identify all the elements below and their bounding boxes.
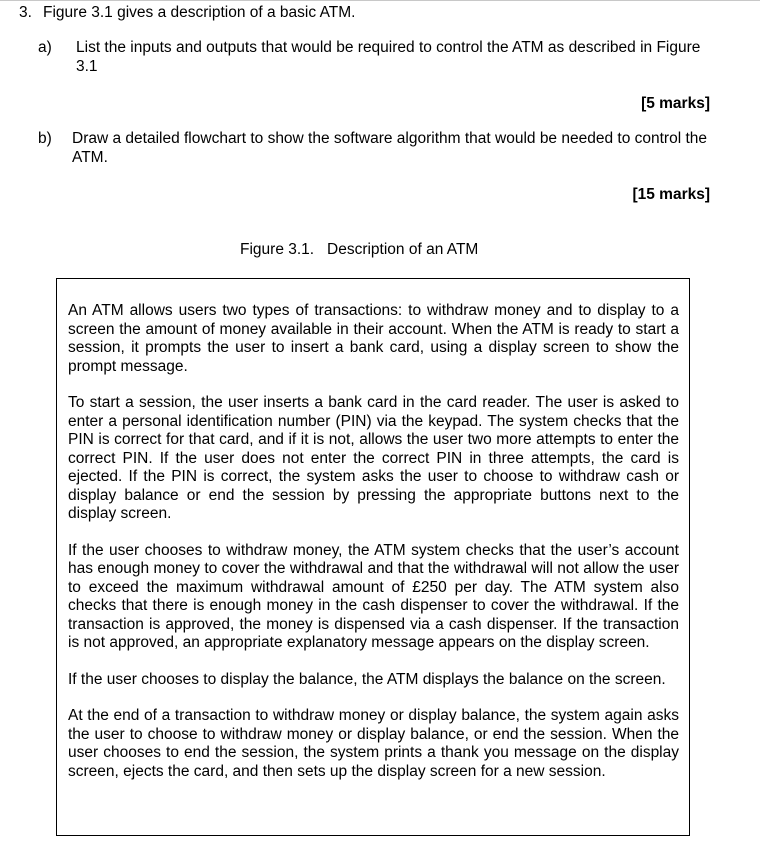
page-top-rule: [0, 0, 760, 1]
description-paragraph: At the end of a transaction to withdraw money or display balance, the system again asks the user to choose to withdraw money or display balance, or end the session. When the user chooses to end the session, the system prints a thank you message on the display screen, ejects the card, and then sets up the display screen for a new session.: [68, 707, 679, 780]
figure-caption-text: Figure 3.1. Description of an ATM: [240, 241, 479, 258]
question-text: Figure 3.1 gives a description of a basic ATM.: [43, 4, 356, 21]
description-paragraph: If the user chooses to withdraw money, the ATM system checks that the user’s account has enough money to cover the withdrawal and that the withdrawal will not allow the user to exceed the maximum withdrawal amount of £250 per day. The ATM system also checks that there is enough money in the cash dispenser to cover the withdrawal. If the transaction is approved, the money is dispensed via a cash dispenser. If the transaction is not approved, an appropriate explanatory message appears on the display screen.: [68, 541, 679, 651]
part-b-letter: b): [38, 130, 52, 147]
part-b-marks: [15 marks]: [632, 186, 710, 203]
figure-caption: [240, 240, 478, 259]
question-number: 3.: [19, 4, 32, 21]
atm-description-body: [68, 302, 679, 799]
part-a-text: List the inputs and outputs that would be required to control the ATM as described in Figure 3.1: [76, 39, 701, 75]
part-b-text: Draw a detailed flowchart to show the software algorithm that would be needed to control the ATM.: [72, 130, 708, 166]
atm-description-box: [56, 278, 690, 836]
question-heading: [19, 4, 355, 22]
description-paragraph: To start a session, the user inserts a bank card in the card reader. The user is asked to enter a personal identification number (PIN) via the keypad. The system checks that the PIN is correct for that card, and if it is not, allows the user two more attempts to enter the correct PIN. If the user does not enter the correct PIN in three attempts, the card is ejected. If the PIN is correct, the system asks the user to choose to withdraw cash or display balance or end the session by pressing the appropriate buttons next to the display screen.: [68, 394, 679, 522]
part-a-letter: a): [38, 39, 52, 56]
description-paragraph: An ATM allows users two types of transactions: to withdraw money and to display to a screen the amount of money available in their account. When the ATM is ready to start a session, it prompts the user to insert a bank card, using a display screen to show the prompt message.: [68, 302, 679, 375]
description-paragraph: If the user chooses to display the balance, the ATM displays the balance on the screen.: [68, 670, 666, 688]
part-a-marks: [5 marks]: [641, 95, 710, 112]
